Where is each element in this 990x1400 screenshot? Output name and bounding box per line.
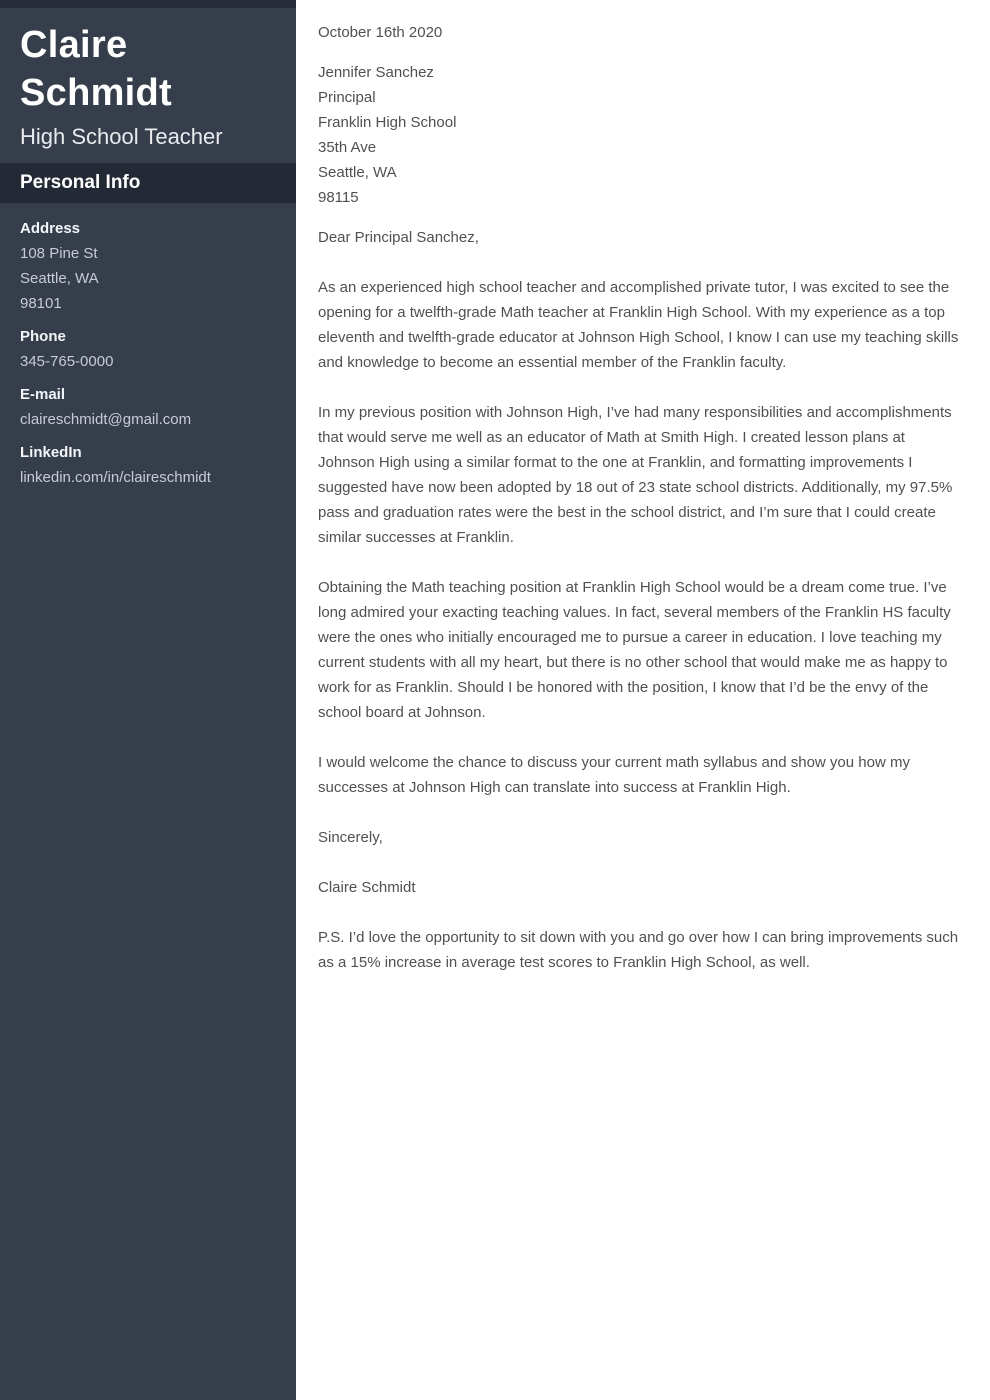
letter-closing: Sincerely, bbox=[318, 829, 383, 846]
email-label: E-mail bbox=[20, 386, 66, 403]
letter-paragraph: Obtaining the Math teaching position at Franklin High School would be a dream come true. I’ve long admired your exacting teaching values. In fact, several members of the Franklin HS faculty were the ones who initially encouraged me to pursue a career in education. I love teaching my current students with all my heart, but there is no other school that would make me as happy to work for as Franklin. Should I be honored with the position, I know that I’d be the envy of the school board at Johnson. bbox=[318, 579, 951, 721]
address-line: 108 Pine St bbox=[20, 245, 98, 262]
person-name: Claire Schmidt bbox=[20, 24, 173, 114]
letter-paragraph: I would welcome the chance to discuss your current math syllabus and show you how my successes at Johnson High can translate into success at Franklin High. bbox=[318, 754, 910, 796]
email-group bbox=[20, 382, 276, 432]
letter-paragraph: As an experienced high school teacher and accomplished private tutor, I was excited to see the opening for a twelfth-grade Math teacher at Franklin High School. With my experience as a top eleventh and twelfth-grade educator at Johnson High School, I know I can use my teaching skills and knowledge to become an essential member of the Franklin faculty. bbox=[318, 279, 959, 371]
recipient-block bbox=[318, 60, 965, 210]
linkedin-value: linkedin.com/in/claireschmidt bbox=[20, 469, 211, 486]
phone-value: 345-765-0000 bbox=[20, 353, 114, 370]
address-label: Address bbox=[20, 220, 81, 237]
sidebar-header bbox=[0, 8, 296, 152]
letter-body bbox=[296, 0, 990, 975]
recipient-city: Seattle, WA bbox=[318, 164, 397, 181]
linkedin-group bbox=[20, 440, 276, 490]
email-value: claireschmidt@gmail.com bbox=[20, 411, 192, 428]
letter-signature: Claire Schmidt bbox=[318, 879, 416, 896]
person-job-title: High School Teacher bbox=[20, 124, 223, 149]
recipient-organization: Franklin High School bbox=[318, 114, 457, 131]
personal-info-section bbox=[0, 203, 296, 511]
sidebar-top-strip bbox=[0, 0, 296, 8]
letter-paragraph: In my previous position with Johnson High, I’ve had many responsibilities and accomplishments that would serve me well as an educator of Math at Smith High. I created lesson plans at Johnson High using a similar format to the one at Franklin, and formatting improvements I suggested have now been adopted by 18 out of 23 state school districts. Additionally, my 97.5% pass and graduation rates were the best in the school district, and I’m sure that I could create similar successes at Franklin. bbox=[318, 404, 953, 546]
personal-info-heading: Personal Info bbox=[20, 172, 141, 193]
sidebar bbox=[0, 0, 296, 1400]
recipient-role: Principal bbox=[318, 89, 376, 106]
phone-label: Phone bbox=[20, 328, 66, 345]
address-line: 98101 bbox=[20, 295, 62, 312]
recipient-street: 35th Ave bbox=[318, 139, 377, 156]
phone-group bbox=[20, 324, 276, 374]
salutation: Dear Principal Sanchez, bbox=[318, 229, 479, 246]
letter-date: October 16th 2020 bbox=[318, 24, 443, 41]
personal-info-section-band bbox=[0, 163, 296, 203]
letter-postscript: P.S. I’d love the opportunity to sit down with you and go over how I can bring improvements such as a 15% increase in average test scores to Franklin High School, as well. bbox=[318, 929, 959, 971]
recipient-name: Jennifer Sanchez bbox=[318, 64, 434, 81]
address-line: Seattle, WA bbox=[20, 270, 99, 287]
linkedin-label: LinkedIn bbox=[20, 444, 82, 461]
recipient-zip: 98115 bbox=[318, 189, 359, 206]
address-group bbox=[20, 216, 276, 316]
